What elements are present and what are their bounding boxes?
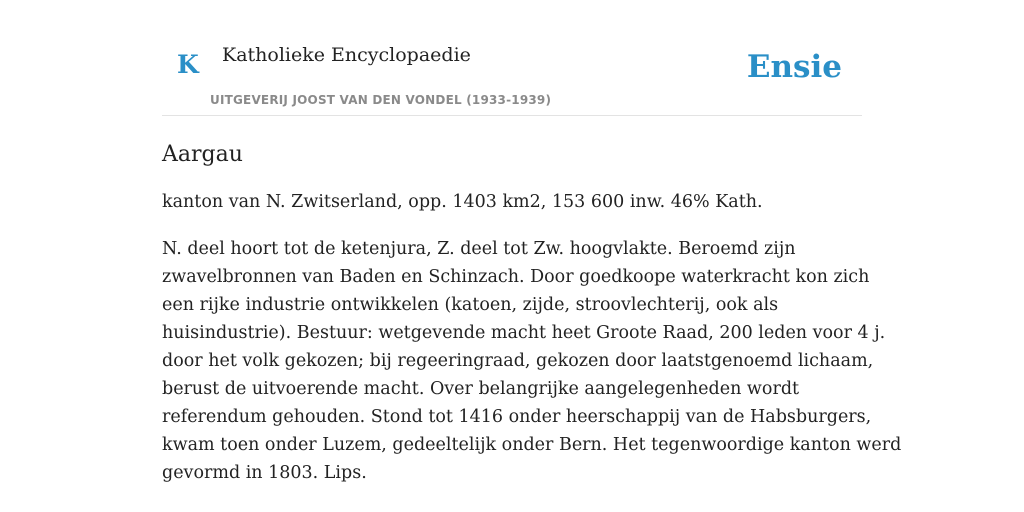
body-line: N. deel hoort tot de ketenjura, Z. deel tot Zw. hoogvlakte. Beroemd zijn	[162, 239, 796, 259]
ensie-logo[interactable]: Ensie	[746, 49, 842, 85]
article-body	[162, 235, 902, 487]
body-line: zwavelbronnen van Baden en Schinzach. Door goedkoope waterkracht kon zich	[162, 267, 870, 287]
body-line: huisindustrie). Bestuur: wetgevende macht heet Groote Raad, 200 leden voor 4 j.	[162, 323, 886, 343]
encyclopedia-title[interactable]: Katholieke Encyclopaedie	[222, 44, 471, 66]
publisher-label: UITGEVERIJ JOOST VAN DEN VONDEL (1933-1939)	[210, 93, 552, 107]
article-title: Aargau	[162, 142, 243, 167]
body-line: kwam toen onder Luzem, gedeeltelijk onder Bern. Het tegenwoordige kanton werd	[162, 435, 902, 455]
article	[162, 138, 902, 487]
body-line: referendum gehouden. Stond tot 1416 onder heerschappij van de Habsburgers,	[162, 407, 872, 427]
body-line: gevormd in 1803. Lips.	[162, 463, 367, 483]
body-line: berust de uitvoerende macht. Over belangrijke aangelegenheden wordt	[162, 379, 800, 399]
body-line: door het volk gekozen; bij regeeringraad, gekozen door laatstgenoemd lichaam,	[162, 351, 874, 371]
encyclopedia-logo[interactable]: K	[177, 50, 199, 79]
article-summary: kanton van N. Zwitserland, opp. 1403 km2, 153 600 inw. 46% Kath.	[162, 192, 763, 212]
site-header	[162, 0, 862, 116]
body-line: een rijke industrie ontwikkelen (katoen, zijde, stroovlechterij, ook als	[162, 295, 779, 315]
